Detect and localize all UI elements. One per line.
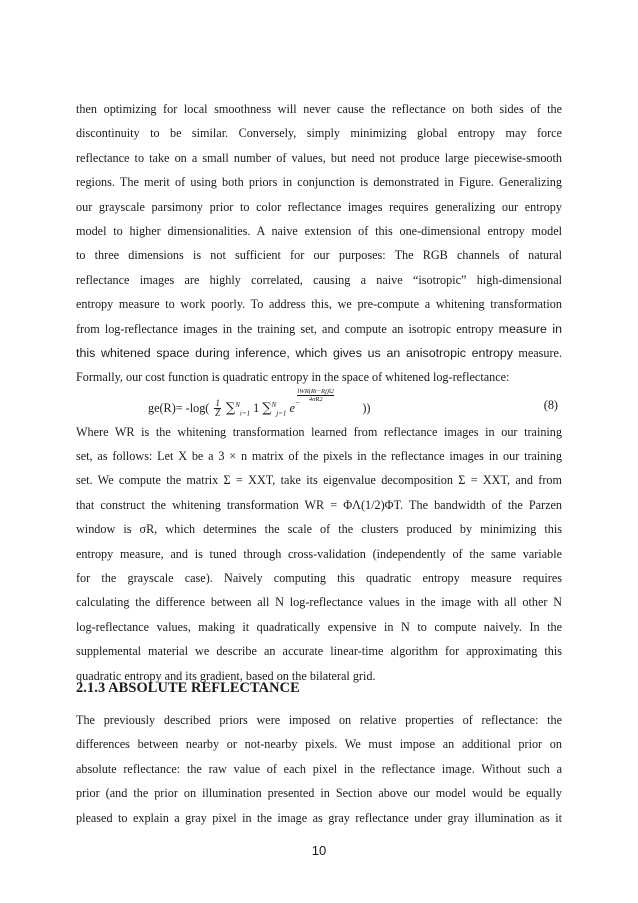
paragraph-2 — [76, 420, 562, 688]
paragraph-line: that construct the whitening transformation WR = ΦΛ(1/2)ΦT. The bandwidth of the Parzen — [76, 497, 562, 512]
equation-number: (8) — [543, 397, 558, 412]
sans-text: measure in — [498, 321, 563, 336]
sum-lower-limit: j=1 — [276, 409, 287, 418]
equation-fraction — [214, 399, 221, 418]
paragraph-line: window is σR, which determines the scale of the clusters produced by minimizing this — [76, 522, 562, 537]
paragraph-1 — [76, 97, 562, 688]
paragraph-line: to three dimensions is not sufficient for our purposes: The RGB channels of natural — [76, 248, 562, 263]
serif-text: from log-reflectance images in the training set, and compute an isotropic entropy — [76, 321, 494, 336]
paragraph-line: reflectance images are highly correlated, causing a naive “isotropic” high-dimensional — [76, 272, 562, 287]
paragraph-line: prior (and the prior on illumination presented in Section above our model would be equally — [76, 786, 562, 801]
paragraph-3 — [76, 708, 562, 830]
summation-symbol: ∑ — [262, 400, 272, 416]
paragraph-line: absolute reflectance: the raw value of each pixel in the reflectance image. Without such a — [76, 761, 562, 776]
paragraph-line: then optimizing for local smoothness will never cause the reflectance on both sides of the — [76, 102, 562, 116]
exponent-minus: − — [294, 397, 301, 407]
page-number: 10 — [311, 843, 327, 858]
sum-upper-limit: N — [271, 400, 277, 409]
paragraph-line: log-reflectance values, making it quadratically expensive in N to compute naively. In the — [76, 619, 562, 634]
fraction-denominator: Z — [215, 408, 221, 419]
paragraph-line: calculating the difference between all N log-reflectance values in the image with all other N — [76, 595, 562, 610]
equation-suffix: )) — [362, 400, 371, 415]
paragraph-line: entropy measure, and is tuned through cross-validation (independently of the same variable — [76, 546, 562, 561]
paragraph-line-mixed — [76, 317, 562, 341]
exponent-fraction — [297, 388, 334, 403]
section-heading: 2.1.3 ABSOLUTE REFLECTANCE — [76, 680, 300, 696]
paragraph-line: Formally, our cost function is quadratic entropy in the space of whitened log-reflectance: — [76, 370, 510, 385]
paragraph-line: pleased to explain a gray pixel in the image as gray reflectance under gray illumination as it — [76, 810, 562, 825]
exponent-numerator: ‖WR(Ri−Rj)‖2 — [297, 387, 335, 395]
paragraph-line: set, as follows: Let X be a 3 × n matrix of the pixels in the reflectance images in our training — [76, 449, 562, 464]
serif-text: measure. — [518, 345, 563, 360]
equation-prefix: ge(R)= -log( — [148, 400, 210, 415]
paragraph-line: The previously described priors were imposed on relative properties of reflectance: the — [76, 713, 562, 727]
equation-8 — [76, 387, 562, 420]
paragraph-line: Where WR is the whitening transformation learned from reflectance images in our training — [76, 424, 562, 439]
paragraph-line: differences between nearby or not-nearby pixels. We must impose an additional prior on — [76, 737, 562, 752]
summation-symbol: ∑ — [225, 400, 236, 416]
sans-text: this whitened space during inference, which gives us an anisotropic entropy — [76, 345, 513, 360]
euler-e: e — [289, 400, 295, 415]
equation-one: 1 — [253, 400, 260, 415]
paragraph-line: set. We compute the matrix Σ = XXT, take its eigenvalue decomposition Σ = XXT, and from — [76, 473, 562, 488]
paragraph-line: discontinuity to be similar. Conversely, simply minimizing global entropy may force — [76, 126, 562, 141]
equation-body — [148, 387, 371, 425]
paragraph-line: supplemental material we describe an accurate linear-time algorithm for approximating this — [76, 644, 562, 659]
paragraph-line: model to higher dimensionalities. A naive extension of this one-dimensional entropy model — [76, 223, 562, 238]
exponent-denominator: 4σR2 — [308, 395, 323, 403]
sum-upper-limit: N — [235, 400, 240, 409]
paragraph-line-mixed — [76, 341, 562, 365]
paragraph-line: regions. The merit of using both priors in conjunction is demonstrated in Figure. Generalizing — [76, 175, 562, 190]
fraction-numerator: 1 — [215, 398, 220, 409]
paragraph-line: entropy measure to work poorly. To address this, we pre-compute a whitening transformation — [76, 297, 562, 312]
paragraph-line: reflectance to take on a small number of values, but need not produce large piecewise-smooth — [76, 150, 562, 165]
paragraph-line: quadratic entropy and its gradient, based on the bilateral grid. — [76, 668, 376, 683]
sum-lower-limit: i=1 — [239, 409, 251, 418]
paragraph-line: for the grayscale case). Naively computing this quadratic entropy measure requires — [76, 571, 562, 586]
paragraph-line: our grayscale parsimony prior to color reflectance images requires generalizing our entropy — [76, 199, 562, 214]
